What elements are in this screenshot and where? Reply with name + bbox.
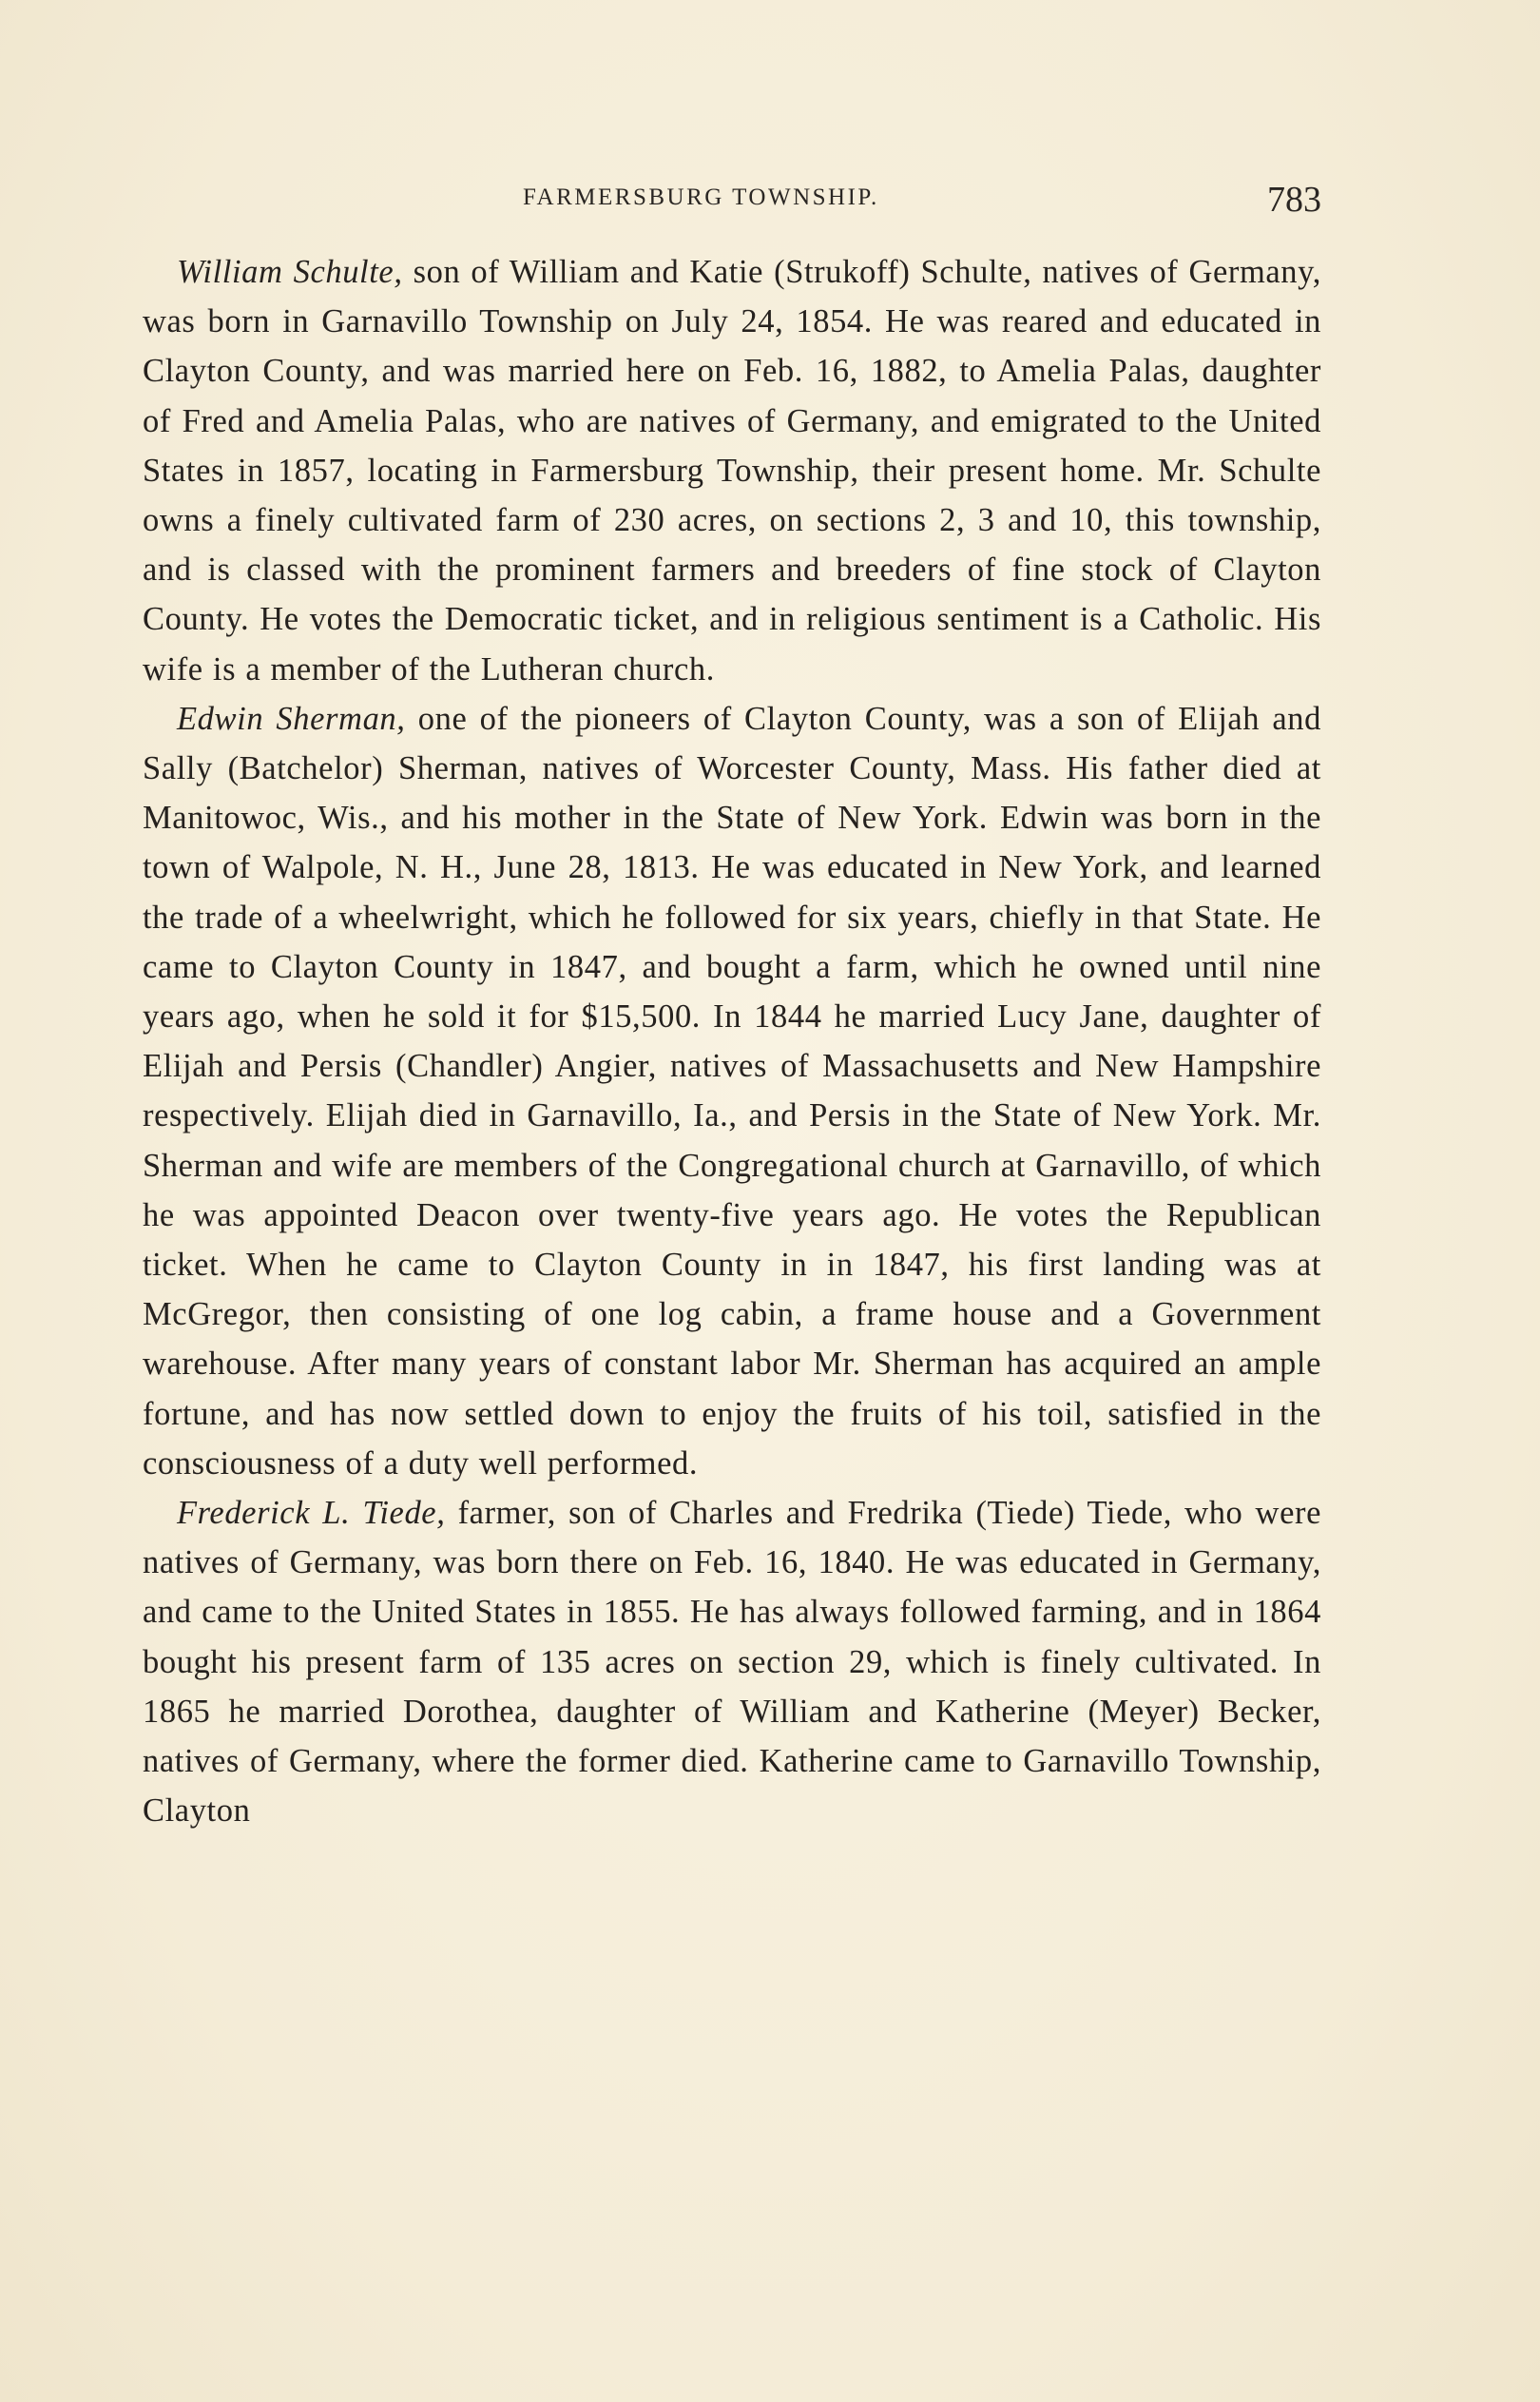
page-header [143, 179, 1321, 226]
entry-text: son of William and Katie (Strukoff) Schulte, natives of Germany, was born in Garnavillo Township on July 24, 1854. He was reared and educated in Clayton County, and was married here on Feb. 16, 1882, to Amelia Palas, daughter of Fred and Amelia Palas, who are natives of Germany, and emigrated to the United States in 1857, locating in Farmersburg Township, their present home. Mr. Schulte owns a finely cultivated farm of 230 acres, on sections 2, 3 and 10, this township, and is classed with the prominent farmers and breeders of fine stock of Clayton County. He votes the Democratic ticket, and in religious sentiment is a Catholic. His wife is a member of the Lutheran church. [143, 254, 1321, 688]
body-text [143, 247, 1321, 1836]
entry-name: Edwin Sherman, [177, 700, 406, 737]
entry-text: one of the pioneers of Clayton County, was a son of Elijah and Sally (Batchelor) Sherman, natives of Worcester County, Mass. His father died at Manitowoc, Wis., and his mother in the State of New York. Edwin was born in the town of Walpole, N. H., June 28, 1813. He was educated in New York, and learned the trade of a wheelwright, which he followed for six years, chiefly in that State. He came to Clayton County in 1847, and bought a farm, which he owned until nine years ago, when he sold it for $15,500. In 1844 he married Lucy Jane, daughter of Elijah and Persis (Chandler) Angier, natives of Massachusetts and New Hampshire respectively. Elijah died in Garnavillo, Ia., and Persis in the State of New York. Mr. Sherman and wife are members of the Congregational church at Garnavillo, of which he was appointed Deacon over twenty-five years ago. He votes the Republican ticket. When he came to Clayton County in in 1847, his first landing was at McGregor, then consisting of one log cabin, a frame house and a Government warehouse. After many years of constant labor Mr. Sherman has acquired an ample fortune, and has now settled down to enjoy the fruits of his toil, satisfied in the consciousness of a duty well performed. [143, 700, 1321, 1482]
biography-entry [143, 694, 1321, 1488]
entry-name: William Schulte, [177, 254, 403, 290]
running-title: FARMERSBURG TOWNSHIP. [523, 184, 879, 210]
biography-entry [143, 1488, 1321, 1835]
page-number: 783 [1267, 180, 1321, 220]
entry-text: farmer, son of Charles and Fredrika (Tiede) Tiede, who were natives of Germany, was born there on Feb. 16, 1840. He was educated in Germany, and came to the United States in 1855. He has always followed farming, and in 1864 bought his present farm of 135 acres on section 29, which is finely cultivated. In 1865 he married Dorothea, daughter of William and Katherine (Meyer) Becker, natives of Germany, where the former died. Katherine came to Garnavillo Township, Clayton [143, 1495, 1321, 1830]
entry-name: Frederick L. Tiede, [177, 1495, 446, 1532]
biography-entry [143, 247, 1321, 694]
